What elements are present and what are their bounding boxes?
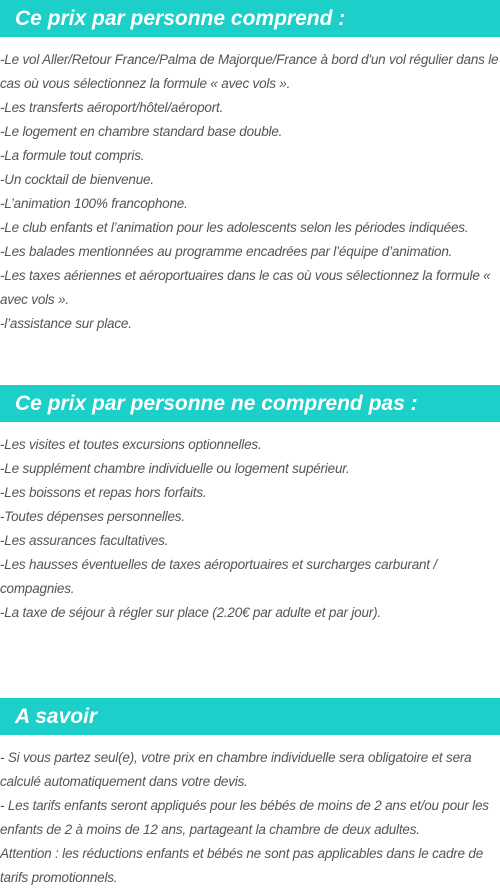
section-included (0, 0, 500, 336)
section-title-not-included: Ce prix par personne ne comprend pas : (0, 385, 500, 422)
list-item: -Le logement en chambre standard base double. (0, 124, 283, 139)
list-item: -Un cocktail de bienvenue. (0, 172, 154, 187)
list-item: -Le supplément chambre individuelle ou logement supérieur. (0, 461, 350, 476)
list-item: -Les hausses éventuelles de taxes aéroportuaires et surcharges carburant / compagnies. (0, 557, 437, 596)
section-good-to-know (0, 698, 500, 890)
list-item: -Toutes dépenses personnelles. (0, 509, 185, 524)
section-not-included (0, 385, 500, 625)
list-item: -Le club enfants et l’animation pour les adolescents selon les périodes indiquées. (0, 220, 469, 235)
not-included-list (0, 422, 500, 625)
list-item: Attention : les réductions enfants et bébés ne sont pas applicables dans le cadre de tarifs promotionnels. (0, 846, 484, 885)
list-item: -Les boissons et repas hors forfaits. (0, 485, 207, 500)
list-item: -L’animation 100% francophone. (0, 196, 188, 211)
list-item: -Le vol Aller/Retour France/Palma de Majorque/France à bord d'un vol régulier dans le cas où vous sélectionnez la formule « avec vols ». (0, 52, 499, 91)
included-list (0, 37, 500, 336)
section-title-good-to-know: A savoir (0, 698, 500, 735)
list-item: -Les transferts aéroport/hôtel/aéroport. (0, 100, 224, 115)
list-item: -Les assurances facultatives. (0, 533, 169, 548)
list-item: -La formule tout compris. (0, 148, 145, 163)
section-title-included: Ce prix par personne comprend : (0, 0, 500, 37)
list-item: - Si vous partez seul(e), votre prix en chambre individuelle sera obligatoire et sera calculé automatiquement dans votre devis. (0, 750, 472, 789)
list-item: -Les taxes aériennes et aéroportuaires dans le cas où vous sélectionnez la formule « avec vols ». (0, 268, 491, 307)
list-item: -Les visites et toutes excursions optionnelles. (0, 437, 262, 452)
list-item: - Les tarifs enfants seront appliqués pour les bébés de moins de 2 ans et/ou pour les enfants de 2 à moins de 12 ans, partageant la chambre de deux adultes. (0, 798, 489, 837)
list-item: -La taxe de séjour à régler sur place (2.20€ par adulte et par jour). (0, 605, 381, 620)
list-item: -l’assistance sur place. (0, 316, 132, 331)
good-to-know-list (0, 735, 500, 890)
list-item: -Les balades mentionnées au programme encadrées par l’équipe d’animation. (0, 244, 453, 259)
